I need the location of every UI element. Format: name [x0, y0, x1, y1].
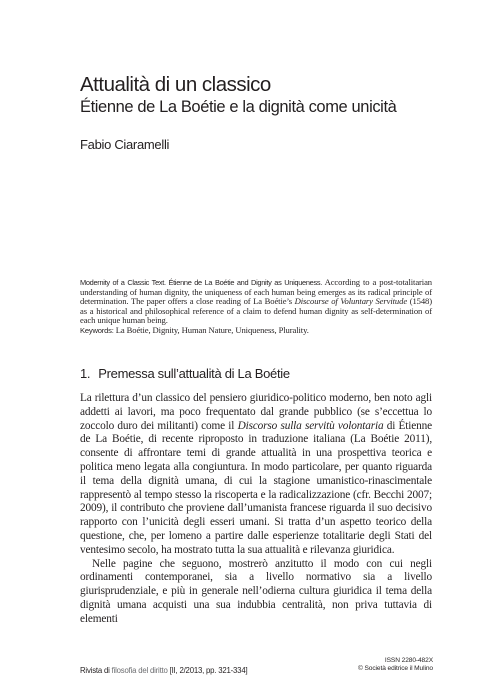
abstract-text-part1: According to a post-totalitarian understanding of human dignity, the uniqueness of each human being emerges as its radical principle of determination. The paper offers a close reading of La Boétie’s [80, 277, 432, 307]
abstract [80, 278, 432, 336]
abstract-title: Modernity of a Classic Text. Étienne de La Boétie and Dignity as Uniqueness. [80, 278, 323, 287]
abstract-work-title: Discourse of Voluntary Servitude [294, 296, 408, 307]
keywords-line [80, 326, 432, 336]
article-subtitle: Étienne de La Boétie e la dignità come unicità [80, 98, 397, 116]
paragraph-1 [80, 392, 432, 558]
keywords-label: Keywords: [80, 325, 114, 335]
section-heading [80, 366, 290, 381]
issn: ISSN 2280-482X [384, 657, 433, 664]
journal-prefix: Rivista di [80, 666, 110, 675]
paragraph-1-part-a: La rilettura d’un classico del pensiero giuridico-politico moderno, ben noto agli addetti ai lavori, ma poco frequentato dal grande pubblico (se s’eccettua lo zoccolo duro dei militanti) come il [80, 392, 432, 432]
journal-issue: [II, 2/2013, pp. 321-334] [169, 666, 248, 675]
abstract-text-part2: (1548) as a historical and philosophical reference of a claim to defend human dignity as self-determination of each unique human being. [80, 296, 432, 326]
paragraph-1-work-title: Discorso sulla servitù volontaria [237, 419, 384, 432]
paragraph-1-part-b: di Étienne de La Boétie, di recente riproposto in traduzione italiana (La Boétie 2011), consente di affrontare temi di grande attualità in una prospettiva teorica e politica meno legata alla congiuntura. In modo particolare, per quanto riguarda il tema della dignità umana, di cui la stagione umanistico-rinascimentale rappresentò al tempo stesso la riscoperta e la radicalizzazione (cfr. Becchi 2007; 2009), il contributo che proviene dall’umanista francese riguarda il suo decisivo rapporto con l’unicità degli esseri umani. Si tratta d’un aspetto teorico della questione, che, per lomeno a partire dalle esperienze totalitarie degli Stati del ventesimo secolo, ha mostrato tutta la sua attualità e rilevanza giuridica. [80, 419, 432, 556]
footer-journal [80, 666, 247, 675]
paragraph-2: Nelle pagine che seguono, mostrerò anzitutto il modo con cui negli ordinamenti contemporanei, sia a livello normativo sia a livello giurisprudenziale, e più in generale nell’odierna cultura giuridica il tema della dignità umana acquisti una sua indubbia centralità, non priva tuttavia di elementi [80, 557, 432, 625]
section-title: Premessa sull’attualità di La Boétie [98, 366, 290, 381]
article-title: Attualità di un classico [80, 73, 271, 96]
footer-publisher [358, 657, 433, 673]
keywords-list: La Boétie, Dignity, Human Nature, Uniqueness, Plurality. [115, 324, 309, 335]
section-number: 1. [80, 366, 91, 381]
journal-name: filosofia del diritto [111, 666, 168, 675]
body-text [80, 392, 432, 627]
publisher: © Società editrice il Mulino [358, 665, 433, 673]
article-author: Fabio Ciaramelli [80, 137, 170, 152]
